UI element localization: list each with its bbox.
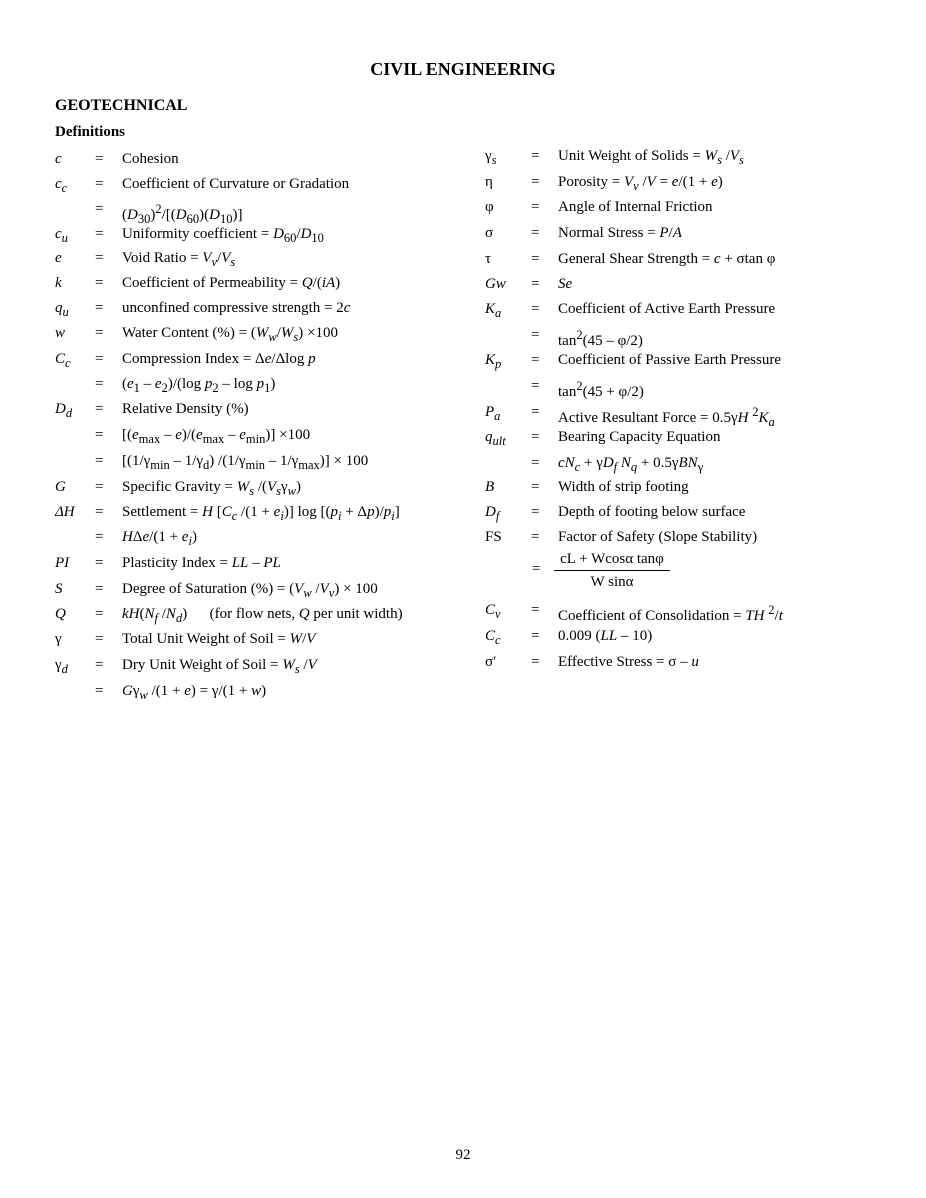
definition-text: Uniformity coefficient = $D_{60}/D_{10}$: [122, 226, 324, 245]
equals-sign: =: [95, 427, 104, 443]
equals-sign: =: [95, 351, 104, 367]
symbol: Q: [55, 606, 66, 622]
symbol: k: [55, 275, 62, 291]
definition-text: Specific Gravity = $W_s$ $/(V_s\gamma_w)$: [122, 479, 302, 498]
equals-sign: =: [531, 479, 540, 495]
definition-text: Dry Unit Weight of Soil = $W_s$ /V: [122, 657, 317, 676]
equals-sign: =: [531, 251, 540, 267]
equals-sign: =: [531, 602, 540, 618]
definition-text: Effective Stress = σ – u: [558, 654, 699, 670]
definition-text: Water Content (%) = $(W_w/W_s) \times 100$: [122, 325, 338, 344]
equals-sign: =: [95, 453, 104, 469]
equals-sign: =: [95, 300, 104, 316]
symbol: ΔH: [55, 504, 75, 520]
symbol: $c_u$: [55, 226, 68, 245]
equals-sign: =: [95, 226, 104, 242]
symbol: $K_a$: [485, 301, 502, 320]
symbol: γ: [55, 631, 62, 647]
equals-sign: =: [95, 250, 104, 266]
symbol: G: [55, 479, 66, 495]
definition-text: Total Unit Weight of Soil = W/V: [122, 631, 316, 647]
equals-sign: =: [95, 201, 104, 217]
definition-text: unconfined compressive strength = 2c: [122, 300, 351, 316]
fs-denominator: W sinα: [590, 574, 634, 590]
definition-text: Coefficient of Passive Earth Pressure: [558, 352, 782, 368]
symbol: φ: [485, 199, 494, 215]
definition-text: $G\gamma_w$ /(1 + e) = γ/(1 + w): [122, 683, 267, 702]
definition-text: Unit Weight of Solids = $W_s$ $/V_s$: [558, 148, 744, 167]
equals-sign: =: [95, 555, 104, 571]
definition-text: Degree of Saturation (%) = ($V_w$ $/V_v) \times 100$: [122, 581, 378, 600]
definition-text: Depth of footing below surface: [558, 504, 746, 520]
fs-fraction: [554, 549, 670, 591]
symbol: S: [55, 581, 63, 597]
equals-sign: =: [95, 631, 104, 647]
definition-text: Width of strip footing: [558, 479, 689, 495]
definition-text: $(e_1 - e_2)/(\log$ $p_2$ – $\log p_1$): [122, 376, 276, 395]
symbol: B: [485, 479, 495, 495]
page-number: 92: [455, 1147, 471, 1163]
equals-sign: =: [531, 654, 540, 670]
definition-text: Bearing Capacity Equation: [558, 429, 721, 445]
symbol: η: [485, 174, 493, 190]
symbol: $\gamma_d$: [55, 657, 68, 676]
definition-text: 0.009 (LL – 10): [558, 628, 653, 644]
definition-text: Se: [558, 276, 573, 292]
definition-text: Coefficient of Consolidation = TH $^2$/t: [558, 603, 783, 624]
equals-sign: =: [95, 275, 104, 291]
equals-sign: =: [95, 606, 104, 622]
symbol: σ: [485, 225, 494, 241]
page-title: CIVIL ENGINEERING: [370, 59, 556, 79]
symbol: PI: [55, 555, 70, 571]
symbol: $K_p$: [485, 352, 502, 371]
definition-text: Angle of Internal Friction: [558, 199, 713, 215]
equals-sign: =: [531, 174, 540, 190]
definition-text: Cohesion: [122, 151, 179, 167]
definition-text: $[(e_{max} - e)/(e_{max} - e_{min})] \times 100$: [122, 427, 311, 446]
definition-text: $\tan^2(45 - \varphi/2)$: [558, 328, 643, 349]
equals-sign: =: [95, 479, 104, 495]
equals-sign: =: [531, 352, 540, 368]
symbol: $C_c$: [485, 628, 501, 647]
symbol: $\gamma_s$: [485, 148, 497, 167]
definition-text: Porosity = $V_v$ /V = e/(1 + e): [558, 174, 723, 193]
symbol: $C_v$: [485, 602, 501, 621]
equals-sign: =: [531, 455, 540, 471]
symbol: $q_{ult}$: [485, 429, 506, 448]
fs-equals-sign: =: [532, 561, 541, 577]
fs-numerator: cL + Wcosα tanφ: [554, 549, 670, 571]
definition-text: Coefficient of Curvature or Gradation: [122, 176, 350, 192]
definition-text: Relative Density (%): [122, 401, 249, 417]
definition-text: $kH(N_f$ $/N_d$) (for flow nets, Q per unit width): [122, 606, 403, 625]
equals-sign: =: [531, 504, 540, 520]
equals-sign: =: [95, 376, 104, 392]
symbol: $D_f$: [485, 504, 500, 523]
equals-sign: =: [531, 301, 540, 317]
definition-text: Compression Index = Δe/Δlog p: [122, 351, 316, 367]
symbol: σ′: [485, 654, 497, 670]
definition-text: Void Ratio = $V_v/V_s$: [122, 250, 236, 269]
symbol: $D_d$: [55, 401, 73, 420]
subsection-heading: Definitions: [55, 124, 126, 140]
definition-text: Coefficient of Active Earth Pressure: [558, 301, 776, 317]
definition-text: $H\Delta e/(1 + e_i)$: [122, 529, 197, 548]
equals-sign: =: [531, 404, 540, 420]
definition-text: Settlement = H [$C_c$ $/(1 + e_i)$] $\log [(p_i + \Delta p)/p_i]$: [122, 504, 400, 523]
equals-sign: =: [531, 199, 540, 215]
equals-sign: =: [95, 504, 104, 520]
equals-sign: =: [531, 327, 540, 343]
equals-sign: =: [531, 225, 540, 241]
equals-sign: =: [95, 401, 104, 417]
equals-sign: =: [95, 683, 104, 699]
definition-text: [$(1/\gamma_{min} - 1/\gamma_d)$ $/(1/\gamma_{min} - 1/\gamma_{max})] \times 100$: [122, 453, 369, 472]
definition-text: Plasticity Index = LL – PL: [122, 555, 281, 571]
definition-text: Normal Stress = P/A: [558, 225, 682, 241]
symbol: e: [55, 250, 62, 266]
definition-text: $cN_c + \gamma D_f$ $N_q + 0.5\gamma BN_\gamma$: [558, 455, 704, 474]
definition-text: General Shear Strength = c + σtan φ: [558, 251, 776, 267]
definition-text: Active Resultant Force = 0.5γH $^2K_a$: [558, 405, 775, 429]
symbol: $q_u$: [55, 300, 69, 319]
definition-text: Coefficient of Permeability = Q/(iA): [122, 275, 341, 291]
equals-sign: =: [95, 529, 104, 545]
section-heading: GEOTECHNICAL: [55, 97, 188, 114]
equals-sign: =: [95, 657, 104, 673]
equals-sign: =: [531, 429, 540, 445]
equals-sign: =: [95, 176, 104, 192]
symbol: Gw: [485, 276, 506, 292]
equals-sign: =: [95, 581, 104, 597]
symbol: FS: [485, 529, 502, 545]
equals-sign: =: [95, 325, 104, 341]
symbol: $C_c$: [55, 351, 71, 370]
equals-sign: =: [531, 378, 540, 394]
definition-text: $(D_{30})^2/[(D_{60})(D_{10})]$: [122, 202, 243, 226]
symbol: c: [55, 151, 62, 167]
symbol: w: [55, 325, 66, 341]
equals-sign: =: [531, 628, 540, 644]
equals-sign: =: [531, 148, 540, 164]
equals-sign: =: [531, 529, 540, 545]
definition-text: $\tan^2(45 + \varphi/2)$: [558, 379, 644, 400]
symbol: τ: [485, 251, 492, 267]
equals-sign: =: [531, 276, 540, 292]
definition-text: Factor of Safety (Slope Stability): [558, 529, 758, 545]
symbol: $c_c$: [55, 176, 68, 195]
equals-sign: =: [95, 151, 104, 167]
symbol: $P_a$: [485, 404, 501, 423]
